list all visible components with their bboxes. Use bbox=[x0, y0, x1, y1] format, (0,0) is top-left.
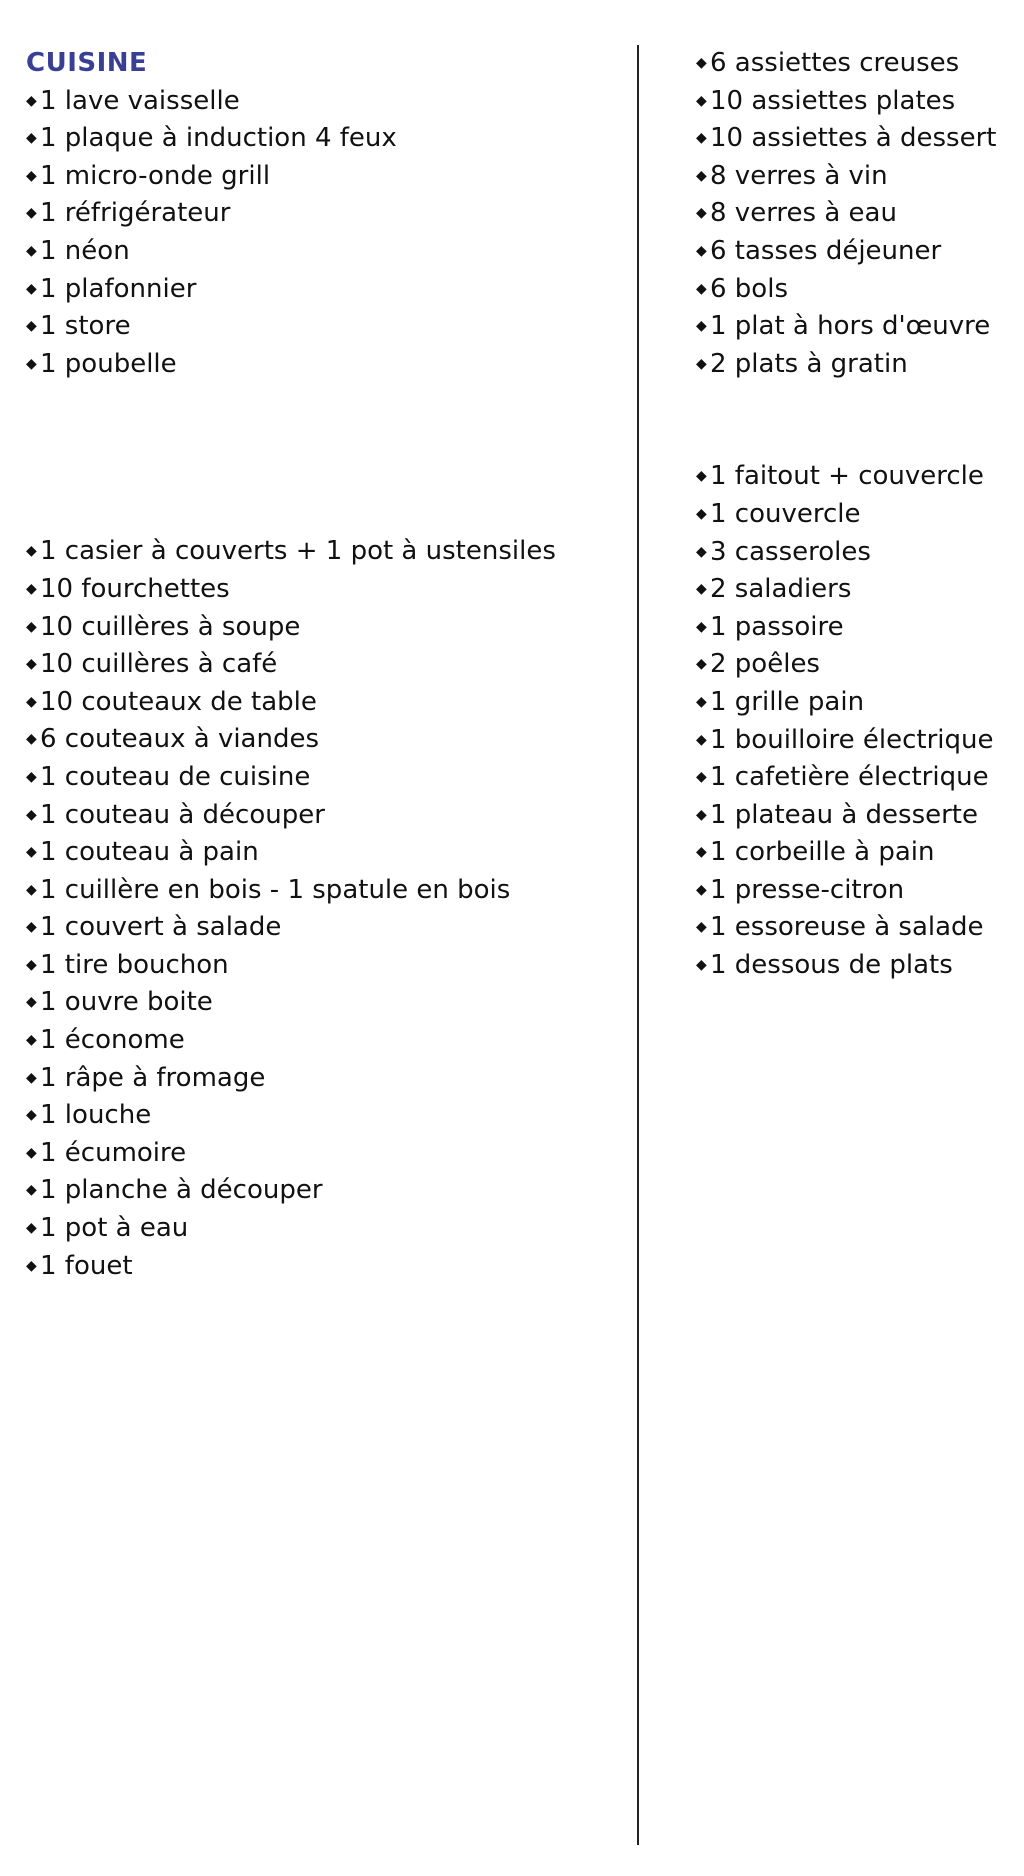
diamond-bullet-icon: ◆ bbox=[26, 956, 37, 973]
list-item-text: 1 couteau à découper bbox=[40, 799, 325, 830]
list-item bbox=[696, 834, 1016, 872]
list-item bbox=[26, 83, 626, 121]
list-item-text: 10 cuillères à café bbox=[40, 649, 278, 680]
utensils-list bbox=[26, 533, 626, 1285]
list-item bbox=[26, 609, 626, 647]
list-item-text: 1 passoire bbox=[710, 611, 844, 642]
list-item-text: 1 presse-citron bbox=[710, 874, 905, 905]
list-item bbox=[26, 533, 626, 571]
list-item bbox=[696, 308, 1016, 346]
diamond-bullet-icon: ◆ bbox=[696, 656, 707, 673]
column-divider bbox=[637, 45, 639, 1845]
tableware-list bbox=[696, 45, 1016, 383]
list-item-text: 1 réfrigérateur bbox=[40, 198, 231, 229]
list-item-text: 1 couvert à salade bbox=[40, 912, 282, 943]
list-item bbox=[26, 646, 626, 684]
list-item bbox=[696, 909, 1016, 947]
diamond-bullet-icon: ◆ bbox=[696, 280, 707, 297]
diamond-bullet-icon: ◆ bbox=[26, 1220, 37, 1237]
list-item-text: 1 planche à découper bbox=[40, 1175, 323, 1206]
list-item bbox=[26, 571, 626, 609]
list-item-text: 1 store bbox=[40, 311, 131, 342]
list-item bbox=[696, 120, 1016, 158]
diamond-bullet-icon: ◆ bbox=[26, 618, 37, 635]
list-item-text: 1 lave vaisselle bbox=[40, 85, 240, 116]
list-item-text: 2 plats à gratin bbox=[710, 348, 908, 379]
list-item-text: 1 plaque à induction 4 feux bbox=[40, 123, 397, 154]
cookware-list bbox=[696, 458, 1016, 984]
list-item-text: 1 cuillère en bois - 1 spatule en bois bbox=[40, 874, 511, 905]
list-item bbox=[26, 195, 626, 233]
list-item bbox=[26, 834, 626, 872]
diamond-bullet-icon: ◆ bbox=[696, 355, 707, 372]
list-item-text: 1 corbeille à pain bbox=[710, 837, 935, 868]
list-item bbox=[26, 1210, 626, 1248]
diamond-bullet-icon: ◆ bbox=[696, 581, 707, 598]
list-item-text: 6 bols bbox=[710, 273, 788, 304]
list-item bbox=[696, 797, 1016, 835]
list-item-text: 1 louche bbox=[40, 1100, 152, 1131]
list-item bbox=[696, 646, 1016, 684]
list-item-text: 10 cuillères à soupe bbox=[40, 611, 301, 642]
list-item bbox=[26, 909, 626, 947]
list-item-text: 1 ouvre boite bbox=[40, 987, 213, 1018]
diamond-bullet-icon: ◆ bbox=[26, 881, 37, 898]
diamond-bullet-icon: ◆ bbox=[696, 919, 707, 936]
list-item-text: 1 essoreuse à salade bbox=[710, 912, 984, 943]
diamond-bullet-icon: ◆ bbox=[26, 280, 37, 297]
list-item bbox=[26, 1248, 626, 1286]
list-item bbox=[26, 1060, 626, 1098]
list-item-text: 1 casier à couverts + 1 pot à ustensiles bbox=[40, 536, 556, 567]
list-item bbox=[26, 947, 626, 985]
diamond-bullet-icon: ◆ bbox=[26, 130, 37, 147]
list-item bbox=[696, 496, 1016, 534]
diamond-bullet-icon: ◆ bbox=[696, 769, 707, 786]
diamond-bullet-icon: ◆ bbox=[26, 355, 37, 372]
list-item-text: 6 tasses déjeuner bbox=[710, 235, 942, 266]
list-item-text: 1 écumoire bbox=[40, 1137, 187, 1168]
list-item bbox=[26, 759, 626, 797]
diamond-bullet-icon: ◆ bbox=[26, 205, 37, 222]
diamond-bullet-icon: ◆ bbox=[696, 881, 707, 898]
list-item bbox=[26, 1135, 626, 1173]
diamond-bullet-icon: ◆ bbox=[696, 806, 707, 823]
list-item-text: 10 fourchettes bbox=[40, 573, 230, 604]
diamond-bullet-icon: ◆ bbox=[696, 318, 707, 335]
list-item-text: 1 cafetière électrique bbox=[710, 762, 989, 793]
list-item-text: 10 couteaux de table bbox=[40, 686, 317, 717]
list-item-text: 1 grille pain bbox=[710, 686, 865, 717]
diamond-bullet-icon: ◆ bbox=[26, 1069, 37, 1086]
list-item bbox=[696, 534, 1016, 572]
list-item bbox=[26, 346, 626, 384]
diamond-bullet-icon: ◆ bbox=[26, 318, 37, 335]
list-item bbox=[696, 571, 1016, 609]
diamond-bullet-icon: ◆ bbox=[696, 55, 707, 71]
diamond-bullet-icon: ◆ bbox=[696, 957, 707, 974]
list-item-text: 1 poubelle bbox=[40, 348, 177, 379]
diamond-bullet-icon: ◆ bbox=[26, 1032, 37, 1049]
list-item bbox=[696, 609, 1016, 647]
list-item-text: 1 couteau de cuisine bbox=[40, 761, 311, 792]
list-item bbox=[26, 120, 626, 158]
list-item bbox=[696, 722, 1016, 760]
list-item bbox=[26, 721, 626, 759]
diamond-bullet-icon: ◆ bbox=[696, 167, 707, 184]
diamond-bullet-icon: ◆ bbox=[696, 242, 707, 259]
diamond-bullet-icon: ◆ bbox=[696, 205, 707, 222]
list-item-text: 1 bouilloire électrique bbox=[710, 724, 994, 755]
diamond-bullet-icon: ◆ bbox=[26, 1182, 37, 1199]
list-item-text: 1 dessous de plats bbox=[710, 950, 953, 981]
list-item bbox=[696, 83, 1016, 121]
list-item-text: 1 pot à eau bbox=[40, 1213, 189, 1244]
list-item bbox=[696, 158, 1016, 196]
list-item bbox=[26, 797, 626, 835]
diamond-bullet-icon: ◆ bbox=[26, 693, 37, 710]
list-item bbox=[26, 158, 626, 196]
diamond-bullet-icon: ◆ bbox=[26, 768, 37, 785]
list-item bbox=[696, 233, 1016, 271]
list-item-text: 6 couteaux à viandes bbox=[40, 724, 320, 755]
list-item-text: 2 saladiers bbox=[710, 574, 852, 605]
list-item-text: 10 assiettes plates bbox=[710, 85, 956, 116]
kitchen-appliances-list bbox=[26, 83, 626, 384]
list-item bbox=[26, 1097, 626, 1135]
list-item-text: 1 râpe à fromage bbox=[40, 1062, 266, 1093]
list-item-text: 1 tire bouchon bbox=[40, 949, 229, 980]
diamond-bullet-icon: ◆ bbox=[696, 618, 707, 635]
list-item-text: 1 plafonnier bbox=[40, 273, 197, 304]
list-item bbox=[26, 233, 626, 271]
list-item-text: 1 néon bbox=[40, 235, 130, 266]
list-item bbox=[696, 684, 1016, 722]
list-item bbox=[26, 308, 626, 346]
list-item bbox=[696, 346, 1016, 384]
left-column bbox=[26, 45, 626, 1285]
diamond-bullet-icon: ◆ bbox=[26, 92, 37, 109]
diamond-bullet-icon: ◆ bbox=[26, 994, 37, 1011]
list-item bbox=[696, 759, 1016, 797]
diamond-bullet-icon: ◆ bbox=[696, 468, 707, 485]
diamond-bullet-icon: ◆ bbox=[26, 656, 37, 673]
diamond-bullet-icon: ◆ bbox=[696, 130, 707, 147]
diamond-bullet-icon: ◆ bbox=[696, 92, 707, 109]
list-item-text: 1 couvercle bbox=[710, 498, 861, 529]
diamond-bullet-icon: ◆ bbox=[696, 693, 707, 710]
list-item-text: 1 faitout + couvercle bbox=[710, 461, 984, 492]
list-item bbox=[696, 195, 1016, 233]
list-item bbox=[26, 1172, 626, 1210]
list-item-text: 6 assiettes creuses bbox=[710, 48, 960, 78]
diamond-bullet-icon: ◆ bbox=[26, 844, 37, 861]
list-item bbox=[26, 984, 626, 1022]
list-item bbox=[696, 947, 1016, 985]
list-item bbox=[26, 1022, 626, 1060]
list-item-text: 1 couteau à pain bbox=[40, 837, 259, 868]
list-item bbox=[696, 458, 1016, 496]
list-item-text: 8 verres à eau bbox=[710, 198, 897, 229]
list-item-text: 1 plateau à desserte bbox=[710, 799, 978, 830]
diamond-bullet-icon: ◆ bbox=[696, 505, 707, 522]
list-item-text: 1 micro-onde grill bbox=[40, 160, 271, 191]
right-column bbox=[696, 45, 1016, 985]
list-item-text: 8 verres à vin bbox=[710, 160, 888, 191]
diamond-bullet-icon: ◆ bbox=[26, 806, 37, 823]
list-item bbox=[696, 45, 1016, 83]
diamond-bullet-icon: ◆ bbox=[696, 731, 707, 748]
list-item bbox=[696, 872, 1016, 910]
diamond-bullet-icon: ◆ bbox=[26, 167, 37, 184]
diamond-bullet-icon: ◆ bbox=[26, 242, 37, 259]
list-item-text: 1 économe bbox=[40, 1025, 185, 1056]
diamond-bullet-icon: ◆ bbox=[26, 580, 37, 597]
section-title: CUISINE bbox=[26, 48, 148, 78]
list-item-text: 1 fouet bbox=[40, 1250, 133, 1281]
list-item bbox=[26, 271, 626, 309]
diamond-bullet-icon: ◆ bbox=[26, 919, 37, 936]
diamond-bullet-icon: ◆ bbox=[696, 844, 707, 861]
list-item-text: 3 casseroles bbox=[710, 536, 871, 567]
list-item-text: 2 poêles bbox=[710, 649, 820, 680]
list-item-text: 1 plat à hors d'œuvre bbox=[710, 311, 991, 342]
list-item-text: 10 assiettes à dessert bbox=[710, 123, 997, 154]
list-item bbox=[696, 271, 1016, 309]
diamond-bullet-icon: ◆ bbox=[26, 731, 37, 748]
diamond-bullet-icon: ◆ bbox=[26, 543, 37, 560]
diamond-bullet-icon: ◆ bbox=[26, 1257, 37, 1274]
diamond-bullet-icon: ◆ bbox=[26, 1107, 37, 1124]
diamond-bullet-icon: ◆ bbox=[26, 1144, 37, 1161]
list-item bbox=[26, 872, 626, 910]
list-item bbox=[26, 684, 626, 722]
diamond-bullet-icon: ◆ bbox=[696, 543, 707, 560]
